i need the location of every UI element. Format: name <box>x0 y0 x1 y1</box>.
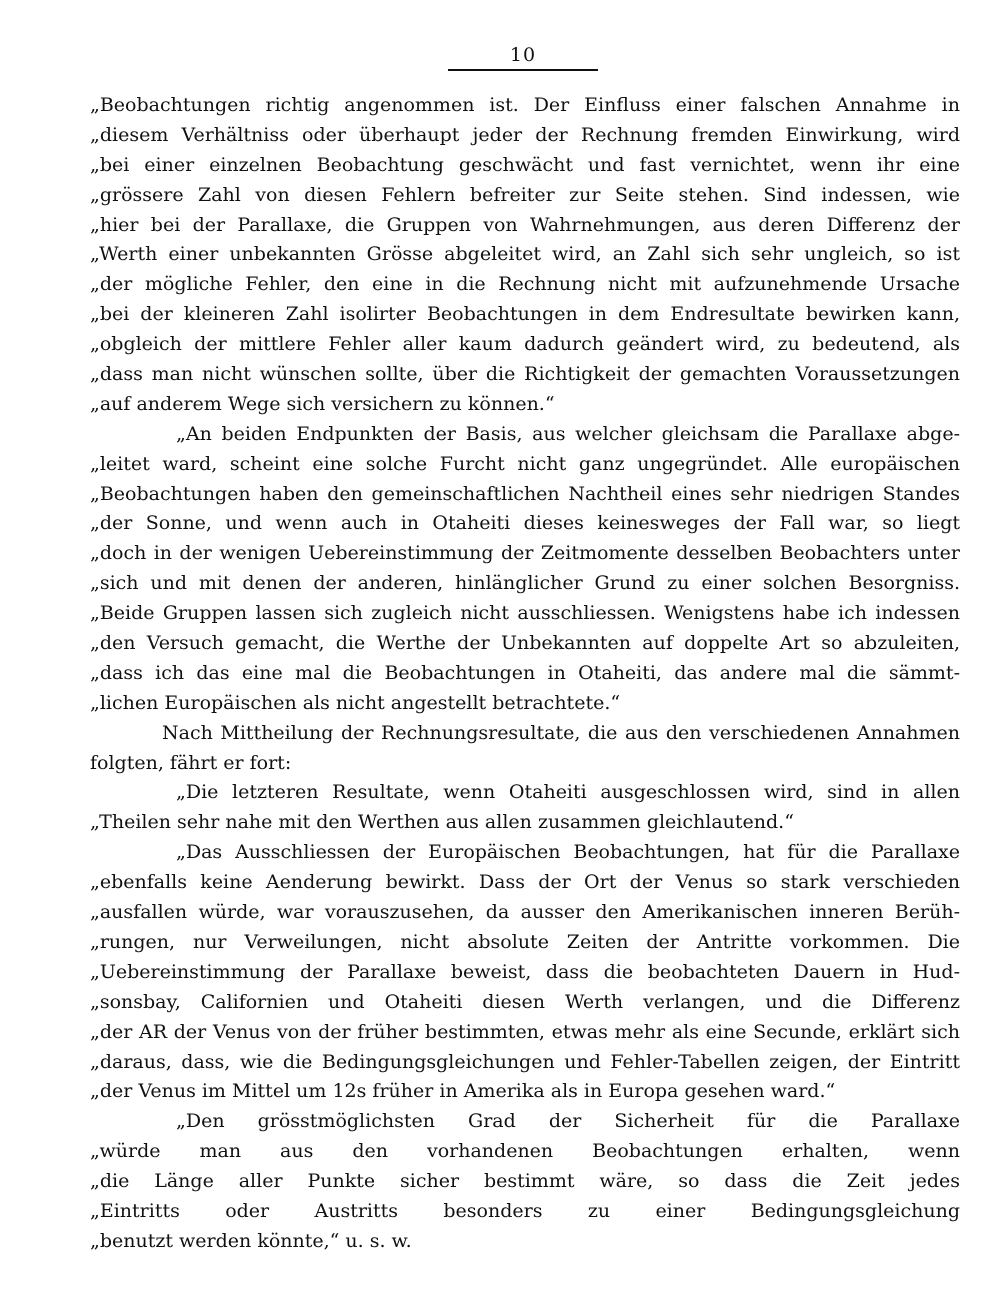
text-line: „Die letzteren Resultate, wenn Otaheiti ausgeschlossen wird, sind in allen <box>176 781 960 804</box>
text-line: „bei einer einzelnen Beobachtung geschwächt und fast vernichtet, wenn ihr eine <box>90 153 960 176</box>
text-line: „der Venus im Mittel um 12s früher in Amerika als in Europa gesehen ward.“ <box>90 1080 836 1103</box>
page-number: 10 <box>509 44 537 66</box>
text-line: „dass man nicht wünschen sollte, über die Richtigkeit der gemachten Voraussetzungen <box>90 363 960 386</box>
text-line: „die Länge aller Punkte sicher bestimmt wäre, so dass die Zeit jedes <box>90 1170 960 1193</box>
text-line: „Das Ausschliessen der Europäischen Beobachtungen, hat für die Parallaxe <box>176 841 960 864</box>
text-line: „Werth einer unbekannten Grösse abgeleitet wird, an Zahl sich sehr ungleich, so ist <box>90 243 960 266</box>
text-line: „bei der kleineren Zahl isolirter Beobachtungen in dem Endresultate bewirken kann, <box>90 303 960 326</box>
text-line: „leitet ward, scheint eine solche Furcht nicht ganz ungegründet. Alle europäischen <box>90 452 960 475</box>
text-line: „An beiden Endpunkten der Basis, aus welcher gleichsam die Parallaxe abge- <box>176 422 960 445</box>
text-line: „der mögliche Fehler, den eine in die Rechnung nicht mit aufzunehmende Ursache <box>90 273 960 296</box>
text-line: „benutzt werden könnte,“ u. s. w. <box>90 1229 412 1252</box>
text-line: „würde man aus den vorhandenen Beobachtungen erhalten, wenn <box>90 1140 960 1163</box>
text-line: „Theilen sehr nahe mit den Werthen aus allen zusammen gleichlautend.“ <box>90 811 794 834</box>
text-line: „der Sonne, und wenn auch in Otaheiti dieses keinesweges der Fall war, so liegt <box>90 512 960 535</box>
text-line: „der AR der Venus von der früher bestimmten, etwas mehr als eine Secunde, erklärt sich <box>90 1020 960 1043</box>
text-line: „hier bei der Parallaxe, die Gruppen von Wahrnehmungen, aus deren Differenz der <box>90 213 960 236</box>
text-line: „sich und mit denen der anderen, hinlänglicher Grund zu einer solchen Besorgniss. <box>90 572 960 595</box>
text-line: „Uebereinstimmung der Parallaxe beweist, dass die beobachteten Dauern in Hud- <box>90 960 960 983</box>
text-line: „Beide Gruppen lassen sich zugleich nicht ausschliessen. Wenigstens habe ich indessen <box>90 602 960 625</box>
text-line: „diesem Verhältniss oder überhaupt jeder der Rechnung fremden Einwirkung, wird <box>90 123 960 146</box>
text-line: „grössere Zahl von diesen Fehlern befreiter zur Seite stehen. Sind indessen, wie <box>90 183 960 206</box>
text-line: „Beobachtungen richtig angenommen ist. Der Einfluss einer falschen Annahme in <box>90 94 960 116</box>
text-line: „Eintritts oder Austritts besonders zu einer Bedingungsgleichung <box>90 1199 960 1222</box>
text-line: „den Versuch gemacht, die Werthe der Unbekannten auf doppelte Art so abzuleiten, <box>90 632 960 655</box>
text-line: „sonsbay, Californien und Otaheiti diesen Werth verlangen, und die Differenz <box>90 990 960 1013</box>
text-line: folgten, fährt er fort: <box>90 751 292 774</box>
text-line: Nach Mittheilung der Rechnungsresultate, die aus den verschiedenen Annahmen <box>162 721 960 744</box>
body-text <box>90 91 960 1257</box>
text-line: „rungen, nur Verweilungen, nicht absolute Zeiten der Antritte vorkommen. Die <box>90 930 960 953</box>
text-line: „daraus, dass, wie die Bedingungsgleichungen und Fehler-Tabellen zeigen, der Eintritt <box>90 1050 960 1073</box>
header-rule <box>448 69 598 71</box>
text-line: „obgleich der mittlere Fehler aller kaum dadurch geändert wird, zu bedeutend, als <box>90 333 960 356</box>
text-line: „ausfallen würde, war vorauszusehen, da ausser den Amerikanischen inneren Berüh- <box>90 901 960 924</box>
text-line: „dass ich das eine mal die Beobachtungen in Otaheiti, das andere mal die sämmt- <box>90 661 960 684</box>
text-line: „lichen Europäischen als nicht angestellt betrachtete.“ <box>90 691 621 714</box>
text-line: „auf anderem Wege sich versichern zu können.“ <box>90 392 555 415</box>
text-line: „Beobachtungen haben den gemeinschaftlichen Nachtheil eines sehr niedrigen Standes <box>90 482 960 505</box>
text-line: „Den grösstmöglichsten Grad der Sicherheit für die Parallaxe <box>176 1110 960 1133</box>
text-line: „doch in der wenigen Uebereinstimmung der Zeitmomente desselben Beobachters unter <box>90 542 960 565</box>
text-line: „ebenfalls keine Aenderung bewirkt. Dass der Ort der Venus so stark verschieden <box>90 871 960 894</box>
